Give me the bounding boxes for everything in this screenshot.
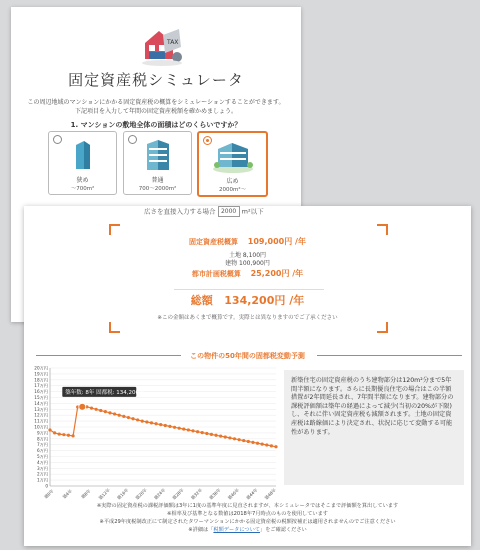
y-tick-label: 8万円	[36, 436, 48, 442]
footnote-4	[24, 526, 471, 533]
x-tick-label: 築32年	[189, 487, 204, 501]
x-tick-label: 築4年	[61, 488, 74, 500]
x-tick-label: 築8年	[80, 488, 92, 500]
section-title: この物件の50年間の固都税変動予測	[190, 352, 305, 360]
x-tick-label: 築48年	[263, 487, 277, 501]
data-point	[71, 434, 74, 437]
data-point	[228, 436, 231, 439]
y-tick-label: 5万円	[36, 454, 48, 459]
data-point	[154, 422, 157, 425]
area-input-row	[144, 206, 264, 217]
medium-building-icon	[144, 138, 172, 172]
data-point	[233, 437, 236, 440]
highlight-point	[79, 403, 86, 410]
y-tick-label: 17万円	[34, 383, 48, 389]
data-point	[210, 433, 213, 436]
page-title: 固定資産税シミュレータ	[68, 71, 244, 89]
y-tick-label: 10万円	[34, 424, 48, 430]
question1-label: 1. マンションの敷地全体の面積はどのくらいですか？	[70, 121, 242, 129]
y-tick-label: 7万円	[36, 442, 48, 448]
intro-text-line2: 下記項目を入力して年間の固定資産税額を確かめましょう。	[74, 108, 237, 115]
bracket-top-left	[109, 224, 120, 235]
data-point	[274, 445, 277, 448]
fixed-asset-tax-value: 109,000円 /年	[247, 237, 306, 246]
option-normal-radio[interactable]	[128, 135, 137, 144]
data-point	[53, 431, 56, 434]
y-tick-label: 6万円	[36, 448, 48, 454]
footnote-4-suffix: 」をご確認ください	[260, 527, 307, 533]
intro-text-line1: この周辺地域のマンションにかかる固定資産税の概算をシミュレーションすることができます。	[27, 99, 285, 106]
data-point	[127, 416, 130, 419]
x-tick-label: 築24年	[153, 487, 167, 501]
small-building-icon	[74, 139, 92, 171]
footnote-4-prefix: ※詳細は「	[188, 527, 214, 533]
data-point	[201, 431, 204, 434]
data-point	[159, 423, 162, 426]
data-point	[62, 433, 65, 436]
option-wide[interactable]	[197, 131, 268, 197]
fixed-asset-tax-label: 固定資産税概算	[189, 238, 239, 246]
x-tick-label: 築36年	[208, 487, 222, 501]
data-point	[90, 407, 93, 410]
option-wide-range: 2000m²〜	[218, 187, 247, 193]
data-point	[251, 441, 254, 444]
footnote-2: ※相率及び基準となる数値は2018年7月時点のものを使用しています	[167, 511, 328, 517]
data-point	[261, 443, 264, 446]
data-point	[168, 425, 171, 428]
svg-text:TAX: TAX	[167, 39, 179, 46]
result-divider	[174, 289, 324, 290]
bracket-bottom-left	[109, 322, 120, 333]
tooltip-text: 築年数: 8年 固都税: 134,200円	[65, 389, 145, 396]
data-point	[182, 427, 185, 430]
data-point	[214, 434, 217, 437]
data-point	[164, 424, 167, 427]
y-tick-label: 4万円	[36, 459, 48, 465]
option-narrow-range: 〜700m²	[70, 186, 95, 192]
city-planning-tax-label: 都市計画税概算	[191, 270, 241, 278]
y-tick-label: 9万円	[36, 430, 48, 436]
data-point	[136, 418, 139, 421]
tax-data-link[interactable]: 税額データについて	[213, 527, 260, 533]
x-tick-label: 築20年	[134, 487, 148, 501]
total-label: 総額	[190, 294, 213, 307]
large-building-icon	[212, 139, 254, 173]
data-point	[247, 440, 250, 443]
y-tick-label: 16万円	[34, 389, 48, 395]
data-point	[113, 412, 116, 415]
x-tick-label: 築28年	[171, 487, 185, 501]
area-input-label: 広さを直接入力する場合	[144, 207, 216, 216]
data-point	[145, 420, 148, 423]
data-point	[173, 426, 176, 429]
fixed-asset-tax-row	[24, 236, 471, 247]
y-tick-label: 13万円	[34, 406, 48, 412]
total-row	[24, 292, 471, 308]
data-point	[99, 409, 102, 412]
data-point	[150, 421, 153, 424]
option-normal-range: 700〜2000m²	[138, 186, 177, 192]
data-point	[187, 428, 190, 431]
data-point	[256, 442, 259, 445]
option-wide-label: 広め	[226, 178, 239, 185]
data-point	[122, 415, 125, 418]
data-point	[219, 435, 222, 438]
data-point	[48, 428, 51, 431]
data-point	[242, 439, 245, 442]
building-tax: 建物 100,900円	[225, 260, 270, 267]
data-point	[108, 411, 111, 414]
data-point	[131, 417, 134, 420]
option-narrow-label: 狭め	[76, 177, 89, 184]
option-narrow[interactable]	[48, 131, 117, 195]
total-value: 134,200円 /年	[224, 294, 305, 307]
footnote-1: ※実際の固定資産税の課税評価額は3年に1度の基準年度に見直されますが、本シミュレータではそこまで評価額を算出しています	[96, 503, 399, 509]
data-point	[104, 410, 107, 413]
data-point	[238, 438, 241, 441]
data-point	[196, 430, 199, 433]
y-tick-label: 12万円	[34, 412, 48, 418]
data-point	[224, 435, 227, 438]
footnote-3: ※平成29年度税制改正にて制定されたタワーマンションにかかる固定資産税の税額按補正は適用されませんのでご注意ください	[99, 519, 396, 525]
x-tick-label: 築12年	[97, 487, 111, 501]
section-line-right	[317, 355, 462, 356]
area-input[interactable]: 2000	[218, 206, 240, 217]
y-tick-label: 0	[45, 483, 48, 489]
bracket-bottom-right	[377, 322, 388, 333]
result-disclaimer: ※この金額はあくまで概算です。実際とは異なりますのでご了承ください	[157, 315, 338, 321]
data-point	[67, 434, 70, 437]
data-point	[270, 444, 273, 447]
data-point	[95, 408, 98, 411]
y-tick-label: 3万円	[36, 465, 48, 471]
data-point	[265, 443, 268, 446]
x-tick-label: 築40年	[226, 487, 241, 501]
x-tick-label: 築16年	[116, 487, 130, 501]
result-card	[24, 206, 471, 546]
y-tick-label: 18万円	[34, 377, 48, 383]
data-point	[118, 414, 121, 417]
city-planning-tax-row	[24, 268, 471, 279]
data-point	[58, 432, 61, 435]
y-tick-label: 20万円	[34, 365, 48, 371]
data-point	[141, 420, 144, 423]
y-tick-label: 1万円	[36, 477, 48, 483]
data-point	[205, 432, 208, 435]
y-tick-label: 19万円	[34, 371, 48, 377]
data-point	[178, 427, 181, 430]
option-narrow-radio[interactable]	[53, 135, 62, 144]
x-tick-label: 築44年	[245, 487, 259, 501]
bracket-top-right	[377, 224, 388, 235]
area-input-unit: m²以下	[241, 207, 264, 216]
explanation-note: 新築住宅の固定資産税のうち建物部分は120m²分まで5年間半額になります。さらに長期優良住宅の場合はこの半額措置が2年間延長され、7年間半額になります。建物部分の課税評価額は築年の経過によって減少(当初の20%が下限)し、それに伴い固定資産税も減額されます。土地の固定資産税は路線価により決定され、状況に応じて変動する可能性があります。	[284, 370, 464, 485]
option-normal[interactable]	[123, 131, 192, 195]
land-tax: 土地 8,100円	[228, 252, 267, 259]
y-tick-label: 11万円	[34, 418, 48, 424]
y-tick-label: 14万円	[34, 400, 48, 406]
data-point	[191, 429, 194, 432]
x-tick-label: 築0年	[43, 488, 55, 500]
tax-forecast-chart[interactable]	[24, 362, 282, 504]
y-tick-label: 15万円	[34, 395, 48, 400]
city-planning-tax-value: 25,200円 /年	[250, 269, 304, 278]
y-tick-label: 2万円	[36, 471, 48, 477]
option-normal-label: 普通	[151, 177, 164, 184]
tax-house-logo-icon	[139, 25, 185, 67]
